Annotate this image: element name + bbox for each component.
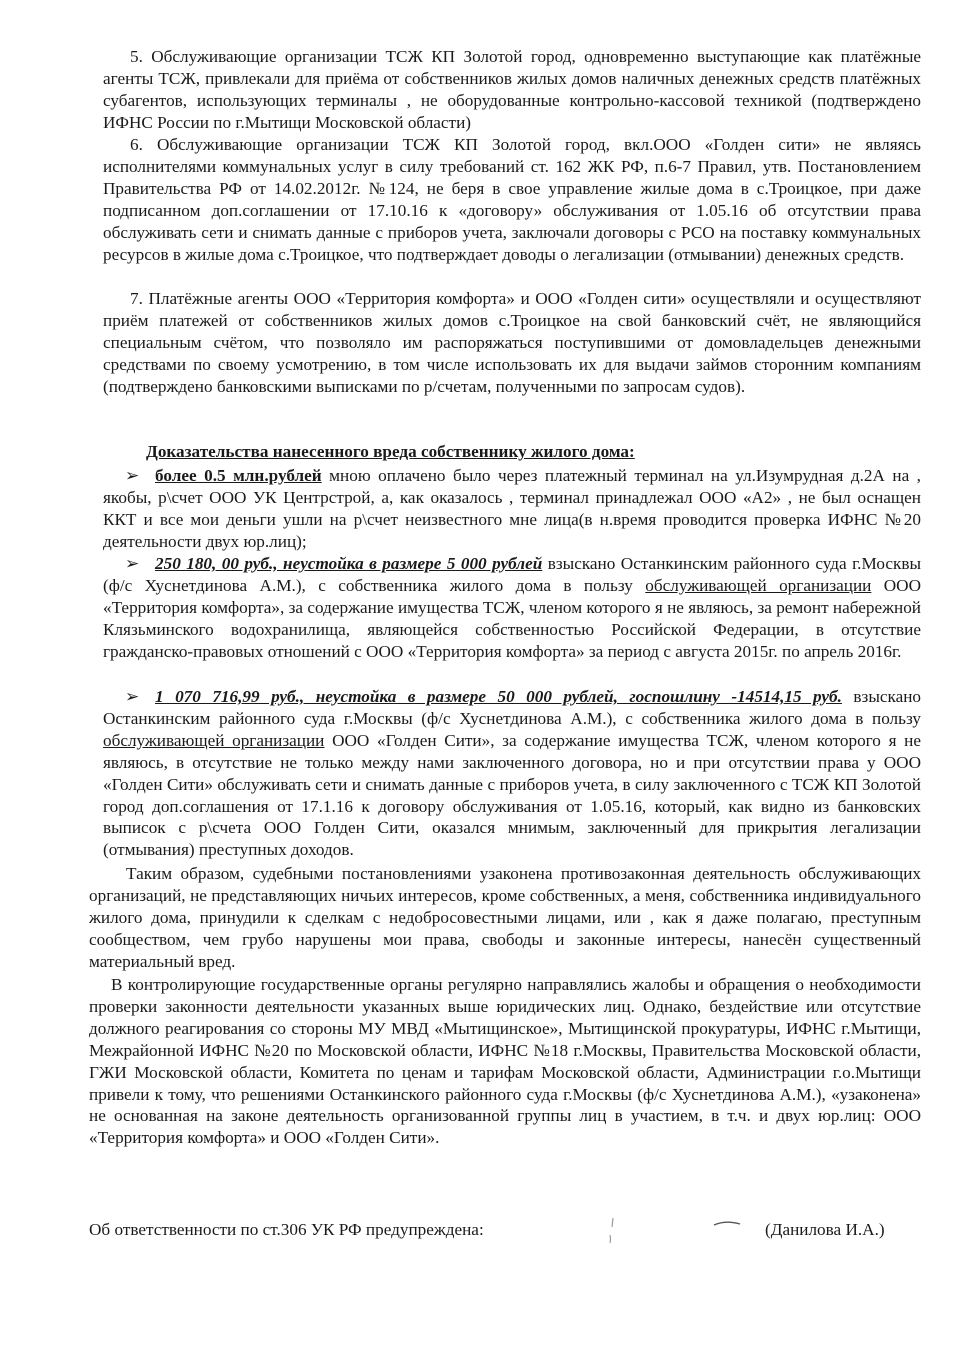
evidence-org-reference: обслуживающей организации (103, 730, 325, 750)
arrow-bullet-icon: ➢ (125, 687, 140, 706)
paragraph-number: 6. (130, 135, 143, 154)
evidence-item-3 (103, 686, 921, 861)
conclusion-paragraph: Таким образом, судебными постановлениями узаконена противозаконная деятельность обслуживающих организаций, не представляющих ничьих интересов, кроме собственных, а меня, собственника индивидуального жилого дома, принудили к сделкам с недобросовестными лицами, или , как я даже полагаю, преступным сообществом, чем грубо нарушены мои права, свободы и законные интересы, нанесён существенный материальный вред. (89, 864, 921, 971)
evidence-text: ООО «Голден Сити», за содержание имущества ТСЖ, членом которого я не являюсь, в отсутствие не только между нами заключенного договора, но и при отсутствии права у ООО «Голден Сити» обслуживать сети и снимать данные с приборов учета, в силу заключенного с ТСЖ КП Золотой город доп.соглашения от 17.1.16 к договору обслуживания от 1.05.16, который, как видно из банковских выписок с р\счета ООО Голден Сити, оказался мнимым, заключенный для прикрытия легализации (отмывания) преступных доходов. (103, 730, 921, 860)
evidence-item-2 (103, 553, 921, 663)
evidence-amount: 1 070 716,99 руб., неустойка в размере 50 000 рублей, госпошлину -14514,15 руб. (155, 687, 842, 706)
paragraph-number: 7. (130, 289, 143, 308)
paragraph-6 (103, 134, 921, 265)
evidence-text: взыскано Останкинским районного суда г.Москвы (ф/с Хуснетдинова А.М.), с собственника жилого дома в пользу (103, 687, 922, 728)
arrow-bullet-icon: ➢ (125, 466, 140, 485)
evidence-text: мною оплачено было через платежный терминал на ул.Изумрудная д.2А на , якобы, р\счет ООО УК Центрстрой, а, как оказалось , терминал принадлежал ООО «А2» , не был оснащен ККТ и все мои деньги ушли на р\счет неизвестного мне лица(в н.время проводится проверка ИФНС №20 деятельности двух юр.лиц); (103, 466, 921, 551)
paragraph-text: Обслуживающие организации ТСЖ КП Золотой город, вкл.ООО «Голден сити» не являясь исполнителями коммунальных услуг в силу требований ст. 162 ЖК РФ, п.6-7 Правил, утв. Постановлением Правительства РФ от 14.02.2012г. №124, не беря в свое управление жилые дома в с.Троицкое, при даже подписанном доп.соглашении от 17.10.16 к «договору» обслуживания от 1.05.16 об отсутствии права обслуживать сети и снимать данные с приборов учета, заключали договоры с РСО на поставку коммунальных ресурсов в жилые дома с.Троицкое, что подтверждает доводы о легализации (отмывании) денежных средств. (103, 135, 922, 264)
appeals-paragraph: В контролирующие государственные органы регулярно направлялись жалобы и обращения о необходимости проверки законности деятельности указанных выше юридических лиц. Однако, бездействие или отсутствие должного реагирования со стороны МУ МВД «Мытищинское», Мытищинской прокуратуры, ИФНС г.Мытищи, Межрайонной ИФНС №20 по Московской области, ИФНС №18 г.Москвы, Правительства Московской области, ГЖИ Московской области, Комитета по ценам и тарифам Московской области, Администрации г.о.Мытищи привели к тому, что решениями Останкинского районного суда г.Москвы (ф/с Хуснетдинова А.М.), «узаконена» не основанная на законе деятельность организованной группы лиц в участием, в т.ч. и двух юр.лиц: ООО «Территория комфорта» и ООО «Голден Сити». (89, 975, 921, 1148)
paragraph-text: Обслуживающие организации ТСЖ КП Золотой город, одновременно выступающие как платёжные агенты ТСЖ, привлекали для приёма от собственников жилых домов наличных денежных средств платёжных субагентов, использующих терминалы , не оборудованные контрольно-кассовой техникой (подтверждено ИФНС России по г.Мытищи Московской области) (103, 47, 922, 132)
paragraph-text: Платёжные агенты ООО «Территория комфорта» и ООО «Голден сити» осуществляли и осуществляют приём платежей от собственников жилых домов с.Троицкое на свой банковский счёт, не являющийся специальным счётом, что позволяло им распоряжаться поступившими от домовладельцев денежными средствами по своему усмотрению, в том числе использовать их для выдачи займов сторонним компаниям (подтверждено банковскими выписками по р/счетам, полученными по запросам судов). (103, 289, 921, 396)
liability-warning: Об ответственности по ст.306 УК РФ предупреждена: (89, 1220, 484, 1239)
arrow-bullet-icon: ➢ (125, 554, 140, 573)
signatory-name: (Данилова И.А.) (765, 1220, 885, 1239)
evidence-heading: Доказательства нанесенного вреда собственнику жилого дома: (146, 442, 635, 461)
evidence-item-1 (103, 465, 921, 553)
paragraph-7 (103, 288, 921, 398)
evidence-text: ООО «Территория комфорта», за содержание имущества ТСЖ, членом которого я не являюсь, за ремонт набережной Клязьминского водохранилища, являющейся собственностью Российской Федерации, в отсутствие гражданско-правовых отношений с ООО «Территория комфорта» за период с августа 2015г. по апрель 2016г. (103, 575, 921, 661)
paragraph-5 (103, 46, 921, 134)
evidence-text: взыскано Останкинским районного суда г.Москвы (ф/с Хуснетдинова А.М.), с собственника жилого дома в пользу (103, 554, 922, 595)
paragraph-number: 5. (130, 47, 143, 66)
evidence-org-reference: обслуживающей организации (645, 575, 872, 595)
evidence-amount: более 0.5 млн.рублей (155, 466, 322, 485)
evidence-amount: 250 180, 00 руб., неустойка в размере 5 000 рублей (155, 554, 543, 573)
handwritten-signature (602, 1214, 752, 1246)
